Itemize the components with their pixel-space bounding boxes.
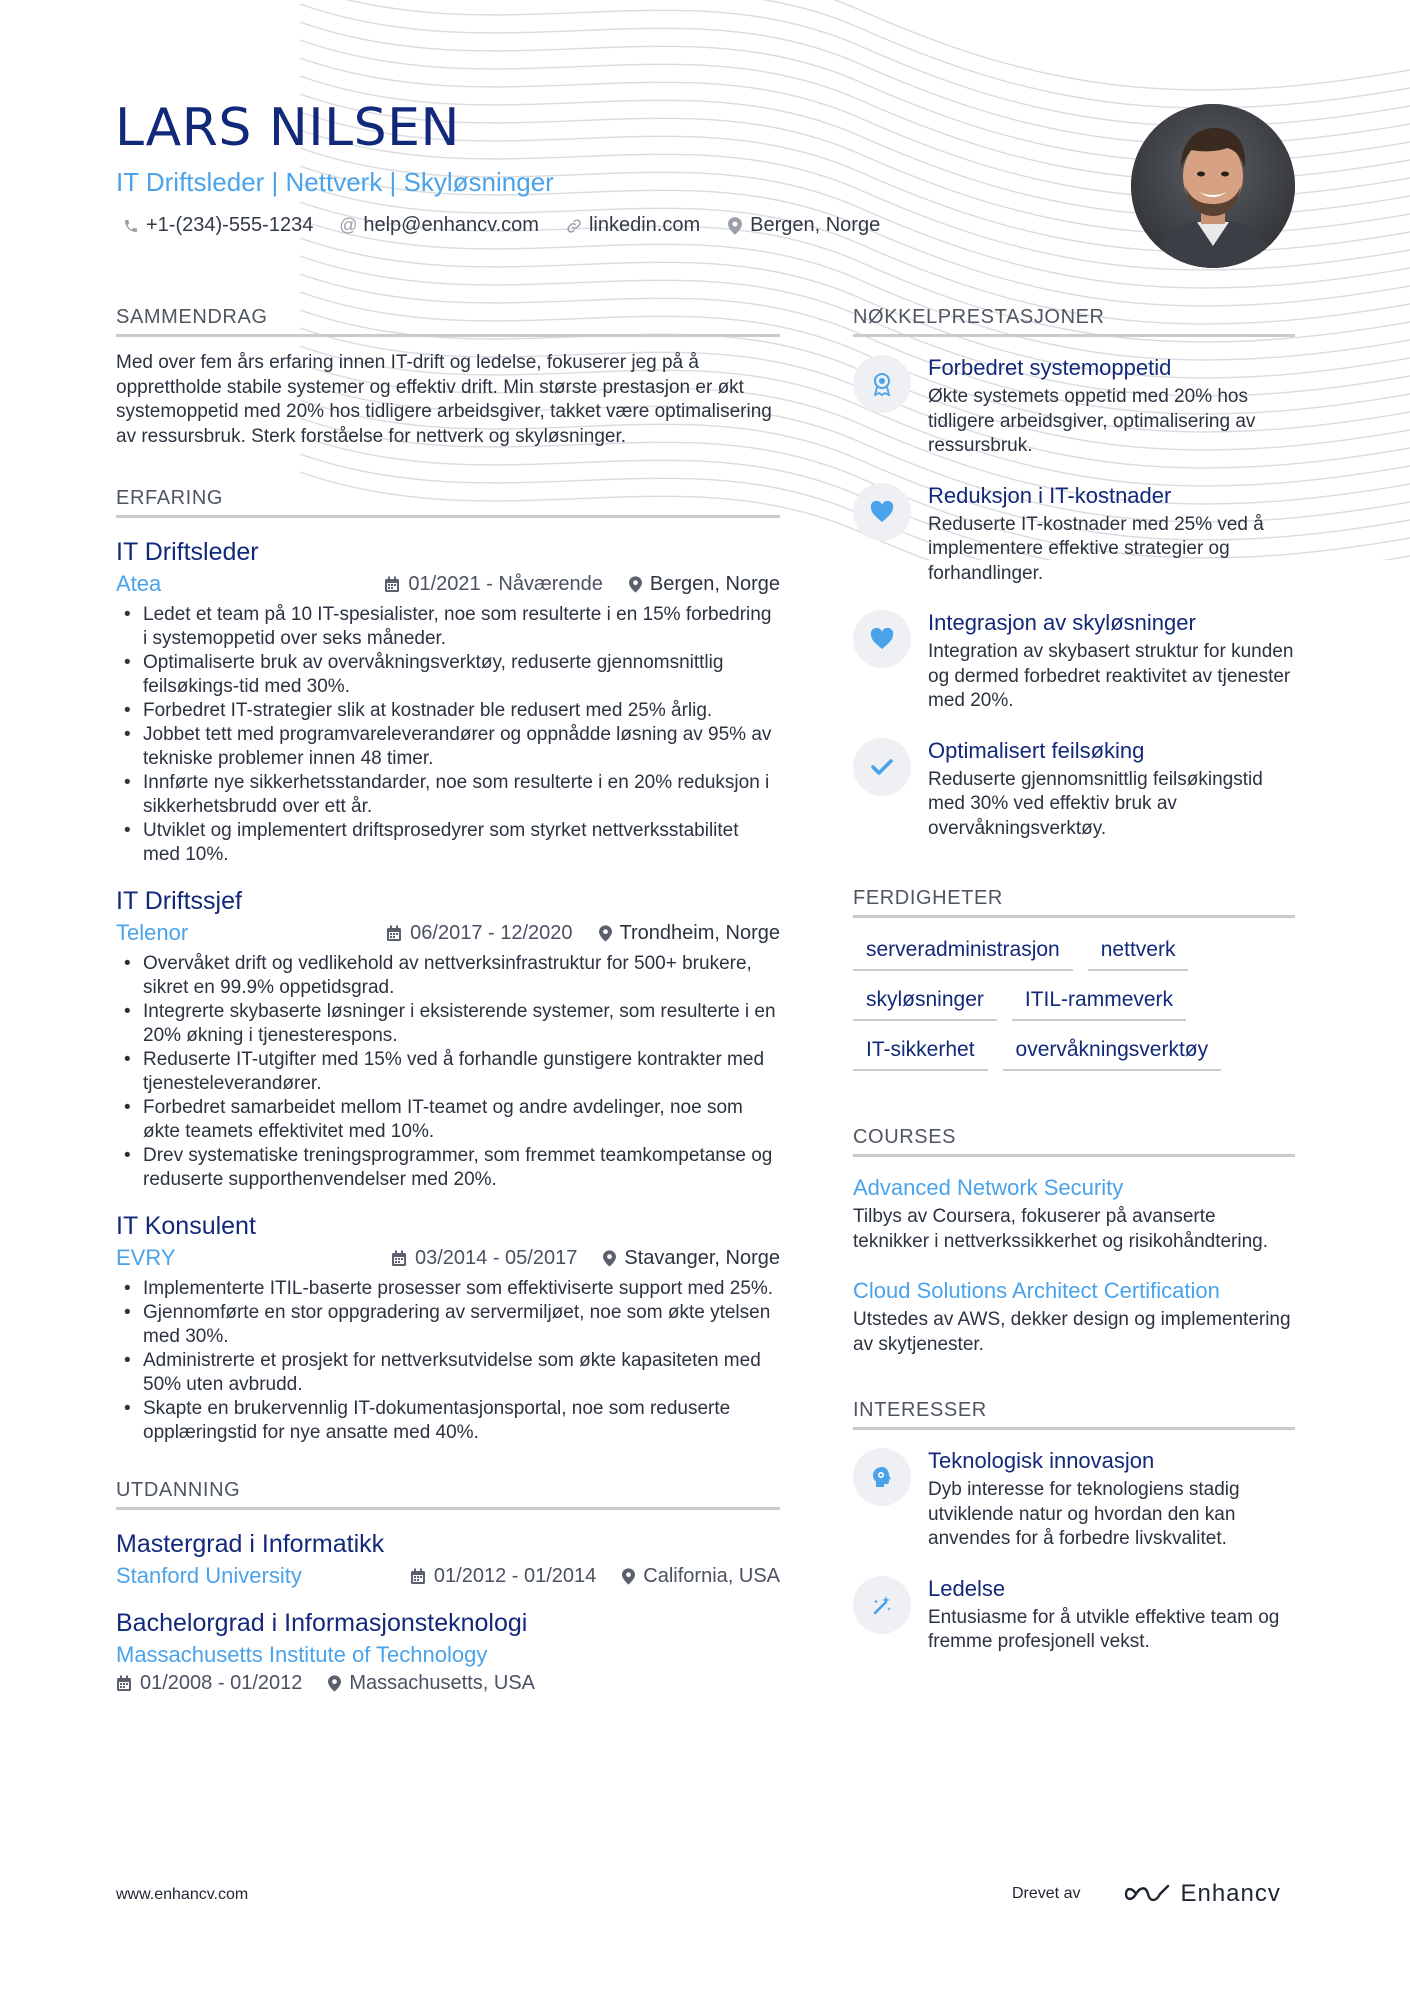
brain-icon <box>853 1448 911 1506</box>
location-pin-icon <box>726 217 744 235</box>
education-location-text: California, USA <box>643 1564 780 1587</box>
job-bullet: • Utviklet og implementert driftsprosedyrer som styrket nettverksstabilitet med 10%. <box>116 819 780 867</box>
achievement-desc: Reduserte IT-kostnader med 25% ved å implementere effektive strategier og forhandlinger. <box>928 513 1264 584</box>
education-dates <box>410 1565 596 1588</box>
job-title: IT Driftssjef <box>116 887 242 915</box>
achievement-title: Optimalisert feilsøking <box>928 737 1145 763</box>
achievement-desc: Integration av skybasert struktur for kunden og dermed forbedret reaktivitet av tjenester med 20%. <box>928 641 1294 711</box>
skills-heading: FERDIGHETER <box>853 887 1295 918</box>
education-dates <box>116 1672 302 1695</box>
footer-website[interactable]: www.enhancv.com <box>116 1886 249 1903</box>
job-bullet: • Reduserte IT-utgifter med 15% ved å forhandle gunstigere kontrakter med tjenesteleverandører. <box>116 1048 780 1096</box>
job-bullet: • Implementerte ITIL-baserte prosesser som effektiviserte support med 25%. <box>116 1277 780 1301</box>
calendar-icon <box>410 1568 426 1585</box>
skill-tag: overvåkningsverktøy <box>1003 1038 1222 1071</box>
interest-desc: Dyb interesse for teknologiens stadig utviklende natur og hvordan den kan anvendes for å forbedre livskvalitet. <box>928 1479 1240 1549</box>
course-desc: Tilbys av Coursera, fokuserer på avanserte teknikker i nettverkssikkerhet og risikohåndtering. <box>853 1206 1269 1252</box>
interest-title: Ledelse <box>928 1575 1006 1601</box>
calendar-icon <box>116 1675 132 1692</box>
email-text: help@enhancv.com <box>363 214 539 236</box>
left-column <box>116 306 780 1733</box>
education-section <box>116 1479 780 1695</box>
candidate-title: IT Driftsleder | Nettverk | Skyløsninger <box>116 167 554 197</box>
course-item <box>853 1175 1295 1254</box>
location-pin-icon <box>328 1675 341 1692</box>
job-bullet: • Gjennomførte en stor oppgradering av servermiljøet, noe som økte ytelsen med 30%. <box>116 1301 780 1349</box>
job-bullet: • Integrerte skybaserte løsninger i eksisterende systemer, som resulterte i en 20% økning i tjenesterespons. <box>116 1000 780 1048</box>
courses-section <box>853 1126 1295 1357</box>
job-entry <box>116 1212 780 1445</box>
job-title: IT Driftsleder <box>116 538 259 566</box>
achievement-desc: Reduserte gjennomsnittlig feilsøkingstid med 30% ved effektiv bruk av overvåkningsverktøy. <box>928 768 1263 839</box>
job-location <box>629 573 780 596</box>
interest-item <box>853 1448 1295 1552</box>
skills-list <box>853 938 1295 1088</box>
education-location <box>622 1565 780 1588</box>
right-column <box>853 306 1295 1693</box>
experience-section <box>116 487 780 1445</box>
experience-heading: ERFARING <box>116 487 780 518</box>
achievements-section <box>853 306 1295 841</box>
job-bullets <box>116 952 780 1192</box>
education-dates-text: 01/2012 - 01/2014 <box>433 1564 597 1587</box>
job-location-text: Trondheim, Norge <box>619 921 780 944</box>
job-location-text: Stavanger, Norge <box>624 1246 780 1269</box>
contact-linkedin[interactable] <box>565 214 700 237</box>
job-bullet: • Forbedret samarbeidet mellom IT-teamet og andre avdelinger, noe som økte teamets effektivitet med 10%. <box>116 1096 780 1144</box>
job-bullet: • Overvåket drift og vedlikehold av nettverksinfrastruktur for 500+ brukere, sikret en 99.9% oppetidsgrad. <box>116 952 780 1000</box>
achievement-item <box>853 738 1295 842</box>
achievement-item <box>853 355 1295 459</box>
award-icon <box>853 355 911 413</box>
footer-branding <box>1012 1880 1281 1908</box>
achievements-heading: NØKKELPRESTASJONER <box>853 306 1295 337</box>
school-name: Massachusetts Institute of Technology <box>116 1642 488 1667</box>
location-text: Bergen, Norge <box>750 214 881 236</box>
job-bullet: • Jobbet tett med programvareleverandører og oppnådde løsning av 95% av tekniske problemer innen 48 timer. <box>116 723 780 771</box>
contact-email[interactable] <box>339 214 539 237</box>
location-pin-icon <box>622 1568 635 1585</box>
contact-phone[interactable] <box>122 214 313 237</box>
heart-icon <box>853 483 911 541</box>
achievement-item <box>853 610 1295 714</box>
brand-name: Enhancv <box>1180 1880 1281 1907</box>
summary-section <box>116 306 780 449</box>
skill-tag: IT-sikkerhet <box>853 1038 988 1071</box>
job-dates-text: 01/2021 - Nåværende <box>408 572 603 595</box>
job-meta <box>116 920 780 946</box>
skill-tag: skyløsninger <box>853 988 997 1021</box>
course-title: Cloud Solutions Architect Certification <box>853 1278 1220 1303</box>
courses-heading: COURSES <box>853 1126 1295 1157</box>
education-entry <box>116 1609 780 1695</box>
brand-logo[interactable] <box>1124 1880 1280 1908</box>
job-bullet: • Forbedret IT-strategier slik at kostnader ble redusert med 25% årlig. <box>116 699 780 723</box>
job-dates-text: 06/2017 - 12/2020 <box>410 921 573 944</box>
skill-tag: ITIL-rammeverk <box>1012 988 1186 1021</box>
education-heading: UTDANNING <box>116 1479 780 1510</box>
course-desc: Utstedes av AWS, dekker design og implementering av skytjenester. <box>853 1309 1291 1355</box>
wave-line <box>300 0 1410 126</box>
education-location-text: Massachusetts, USA <box>349 1672 535 1694</box>
summary-heading: SAMMENDRAG <box>116 306 780 337</box>
course-title: Advanced Network Security <box>853 1175 1124 1200</box>
job-dates <box>384 573 603 596</box>
job-meta <box>116 1245 780 1271</box>
location-pin-icon <box>599 925 612 942</box>
job-location-text: Bergen, Norge <box>649 572 780 595</box>
job-meta <box>116 571 780 597</box>
interests-heading: INTERESSER <box>853 1399 1295 1430</box>
linkedin-text: linkedin.com <box>588 214 701 236</box>
calendar-icon <box>386 925 402 942</box>
job-dates <box>391 1247 577 1270</box>
education-dates-text: 01/2008 - 01/2012 <box>140 1672 303 1694</box>
location-pin-icon <box>603 1250 616 1267</box>
job-bullet: • Skapte en brukervennlig IT-dokumentasjonsportal, noe som reduserte opplæringstid for nye ansatte med 40%. <box>116 1397 780 1445</box>
education-meta <box>116 1672 780 1695</box>
contact-bar <box>122 214 906 237</box>
job-company: EVRY <box>116 1245 176 1270</box>
achievement-title: Reduksjon i IT-kostnader <box>928 482 1172 508</box>
skill-tag: serveradministrasjon <box>853 938 1073 971</box>
contact-location <box>726 214 880 237</box>
at-icon: @ <box>339 215 358 235</box>
skill-tag: nettverk <box>1088 938 1189 971</box>
wave-line <box>300 0 1410 90</box>
school-name: Stanford University <box>116 1563 302 1588</box>
enhancv-logo-icon <box>1124 1882 1170 1906</box>
job-bullet: • Innførte nye sikkerhetsstandarder, noe som resulterte i en 20% reduksjon i sikkerhetsbrudd over ett år. <box>116 771 780 819</box>
heart-icon <box>853 610 911 668</box>
interest-desc: Entusiasme for å utvikle effektive team og fremme profesjonell vekst. <box>928 1606 1280 1652</box>
interest-title: Teknologisk innovasjon <box>928 1448 1155 1473</box>
achievement-title: Forbedret systemoppetid <box>928 355 1172 380</box>
job-bullet: • Administrerte et prosjekt for nettverksutvidelse som økte kapasiteten med 50% uten avbrudd. <box>116 1349 780 1397</box>
job-location <box>603 1247 780 1270</box>
summary-text: Med over fem års erfaring innen IT-drift og ledelse, fokuserer jeg på å opprettholde stabile systemer og effektiv drift. Min største prestasjon er økt systemoppetid med 20% hos tidligere arbeidsgiver, takket være optimalisering av ressursbruk. Sterk forståelse for nettverk og skyløsninger. <box>116 352 772 447</box>
check-icon <box>853 738 911 796</box>
calendar-icon <box>384 576 400 593</box>
magic-wand-icon <box>853 1576 911 1634</box>
job-bullets <box>116 603 780 867</box>
job-location <box>599 922 780 945</box>
achievement-desc: Økte systemets oppetid med 20% hos tidligere arbeidsgiver, optimalisering av ressursbruk. <box>928 386 1256 456</box>
course-item <box>853 1278 1295 1357</box>
skills-section <box>853 887 1295 1088</box>
interests-section <box>853 1399 1295 1655</box>
achievement-item <box>853 483 1295 587</box>
job-bullets <box>116 1277 780 1445</box>
phone-text: +1-(234)-555-1234 <box>146 214 314 236</box>
job-company: Telenor <box>116 920 189 945</box>
job-entry <box>116 538 780 867</box>
calendar-icon <box>391 1250 407 1267</box>
education-location <box>328 1672 535 1695</box>
job-bullet: • Optimaliserte bruk av overvåkningsverktøy, reduserte gjennomsnittlig feilsøkings-tid med 30%. <box>116 651 780 699</box>
job-bullet: • Drev systematiske treningsprogrammer, som fremmet teamkompetanse og reduserte supporthenvendelser med 20%. <box>116 1144 780 1192</box>
degree-title: Bachelorgrad i Informasjonsteknologi <box>116 1609 528 1637</box>
job-entry <box>116 887 780 1192</box>
education-entry <box>116 1530 780 1589</box>
job-title: IT Konsulent <box>116 1212 256 1240</box>
phone-icon <box>122 217 140 235</box>
interest-item <box>853 1576 1295 1655</box>
candidate-name: LARS NILSEN <box>115 98 460 158</box>
wave-line <box>300 0 1410 108</box>
job-bullet: • Ledet et team på 10 IT-spesialister, noe som resulterte i en 15% forbedring i systemoppetid over seks måneder. <box>116 603 780 651</box>
degree-title: Mastergrad i Informatikk <box>116 1530 385 1558</box>
powered-by-text: Drevet av <box>1012 1885 1081 1902</box>
job-dates-text: 03/2014 - 05/2017 <box>414 1246 578 1269</box>
achievement-title: Integrasjon av skyløsninger <box>928 610 1196 635</box>
job-dates <box>386 922 572 945</box>
profile-photo <box>1131 104 1295 268</box>
link-icon <box>565 217 583 235</box>
education-meta <box>116 1563 780 1589</box>
location-pin-icon <box>629 576 642 593</box>
job-company: Atea <box>116 571 162 596</box>
